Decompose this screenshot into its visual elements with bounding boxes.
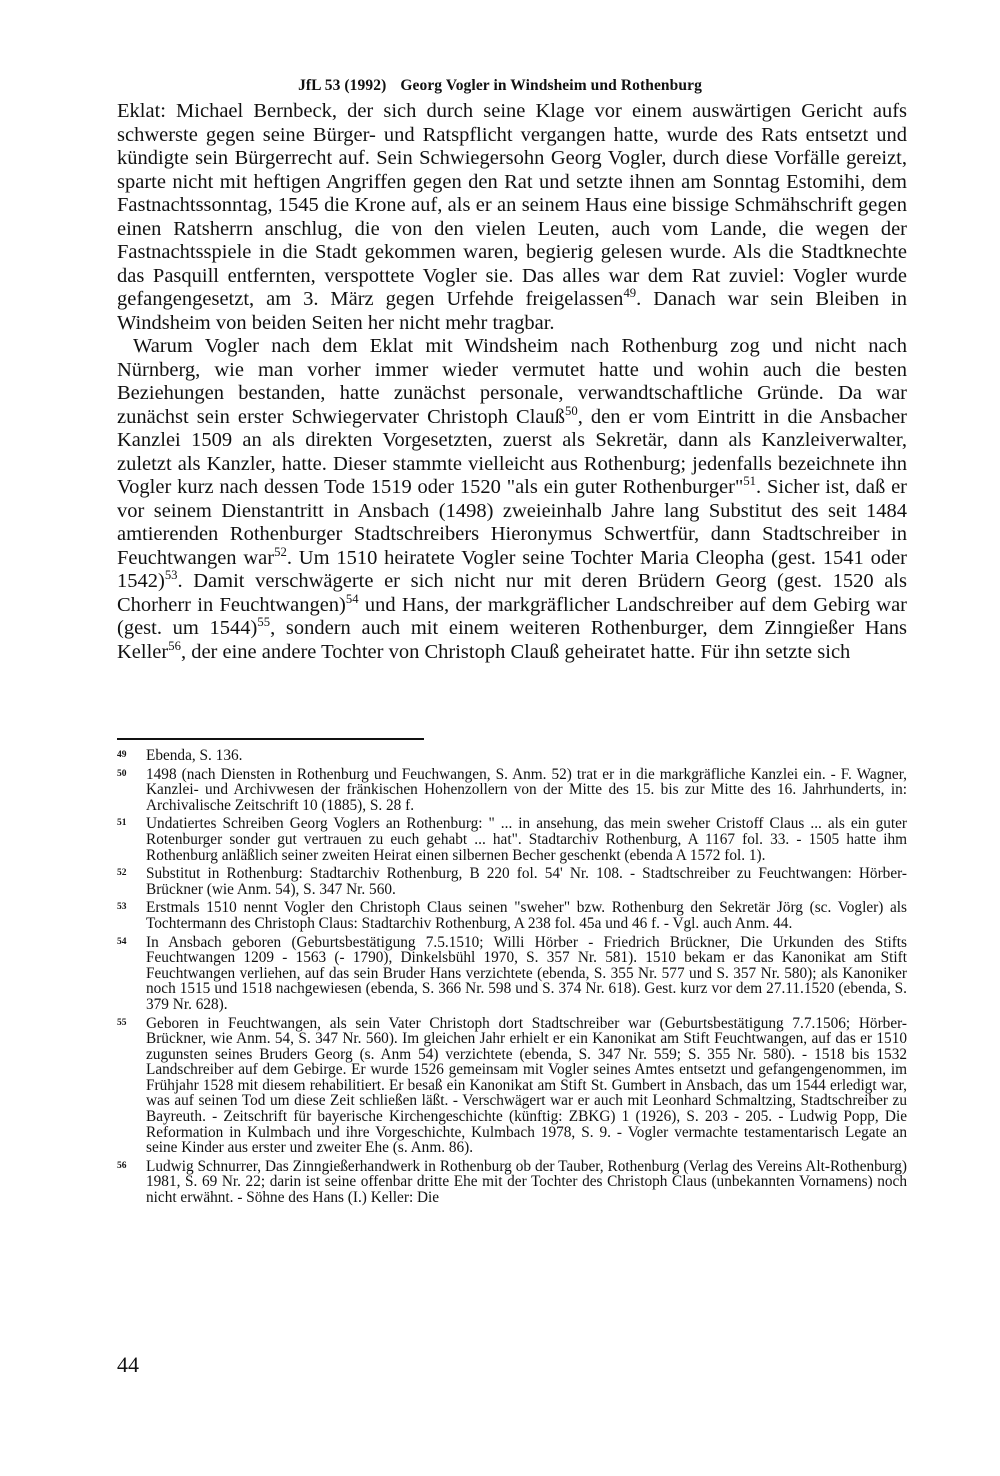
footnote-text: Ebenda, S. 136. [146, 747, 243, 764]
footnote [117, 767, 907, 814]
footnote-ref: 56 [168, 638, 181, 653]
footnote-text: 1498 (nach Diensten in Rothenburg und Feuchwangen, S. Anm. 52) trat er in die markgräfliche Kanzlei ein. - F. Wagner, Kanzlei- und Archivwesen der fränkischen Hohenzollern von der Mitte des 15. bis zur Mitte des 16. Jahrhunderts, in: Archivalische Zeitschrift 10 (1885), S. 28 f. [146, 765, 907, 814]
footnotes [117, 748, 907, 1209]
footnote [117, 1159, 907, 1206]
footnote-ref: 51 [743, 474, 757, 489]
footnote-ref: 50 [565, 403, 578, 418]
footnote [117, 748, 907, 764]
footnote [117, 816, 907, 863]
footnote [117, 866, 907, 897]
footnote-number: 51 [117, 818, 127, 829]
footnote-number: 49 [117, 750, 127, 760]
footnote [117, 935, 907, 1013]
footnote-text: Erstmals 1510 nennt Vogler den Christoph Claus seinen "sweher" bzw. Rothenburg den Sekretär Jörg (sc. Vogler) als Tochtermann des Christoph Claus: Stadtarchiv Rothenburg, A 238 fol. 45a und 46 f. - Vgl. auch Anm. 44. [146, 899, 907, 932]
footnote-text: Undatiertes Schreiben Georg Voglers an Rothenburg: " ... in ansehung, das mein sweher Cristoff Claus ... als ein guter Rotenburger sonder gut vertrauen zu euch gehabt ... hat". Stadtarchiv Rothenburg, A 1167 fol. 33. - 1505 hatte ihm Rothenburg anläßlich seiner zweiten Heirat einen silbernen Becher geschenkt (ebenda A 1572 fol. 1). [146, 815, 907, 864]
text-segment: , den er vom Eintritt in die Ansbacher Kanzlei 1509 an als direkten Vorgesetzten, zuerst als Sekretär, dann als Kanzleiverwalter, zuletzt als Kanzler, hatte. Dieser stammte vielleicht aus Rothenburg; jedenfalls bezeichnete ihn Vogler kurz nach dessen Tode 1519 oder 1520 "als ein guter Rothenburger" [117, 405, 907, 498]
article-title: Georg Vogler in Windsheim und Rothenburg [400, 77, 702, 94]
footnote-ref: 53 [164, 568, 178, 583]
footnote-number: 50 [117, 768, 127, 779]
text-segment: Warum Vogler nach dem Eklat mit Windsheim nach Rothenburg zog und nicht nach Nürnberg, wie man vorher immer wieder vermutet hatte und wohin auch die besten Beziehungen bestanden, hatte zunächst personale, verwandtschaftliche Gründe. Da war zunächst sein erster Schwiegervater Christoph Clauß [117, 335, 907, 428]
main-text [117, 100, 907, 664]
footnote [117, 900, 907, 931]
paragraph-1 [117, 100, 907, 335]
footnote-separator [117, 738, 424, 740]
footnote-number: 55 [117, 1017, 127, 1028]
footnote-text: Geboren in Feuchtwangen, als sein Vater Christoph dort Stadtschreiber war (Geburtsbestätigung 7.7.1506; Hörber-Brückner, wie Anm. 54, S. 347 Nr. 560). Im gleichen Jahr erhielt er ein Kanonikat am Stift Feuchtwangen, auf das er 1510 zugunsten seines Bruders Georg (s. Anm 54) verzichtete (ebenda, S. 347 Nr. 559; S. 355 Nr. 580). - 1518 bis 1532 Landschreiber auf dem Gebirge. Er wurde 1526 gemeinsam mit Vogler seines Amtes entsetzt und gefangengenommen, im Frühjahr 1528 mit diesem rehabilitiert. Er besaß ein Kanonikat am Stift St. Gumbert in Ansbach, das um 1544 erledigt war, was auf seinen Tod um diese Zeit schließen läßt. - Verschwägert war er auch mit Leonhard Schmaltzing, Stadtschreiber zu Bayreuth. - Zeitschrift für bayerische Kirchengeschichte (künftig: ZBKG) 1 (1926), S. 203 - 205. - Ludwig Popp, Die Reformation in Kulmbach und ihre Vorgeschichte, Kulmbach 1978, S. 9. - Vogler vermachte testamentarisch Legate an seine Kinder aus erster und zweiter Ehe (s. Anm. 86). [146, 1014, 907, 1157]
footnote-number: 56 [117, 1160, 127, 1171]
text-segment: . Danach war sein Bleiben in Windsheim von beiden Seiten her nicht mehr tragbar. [117, 288, 907, 334]
footnote-ref: 55 [257, 615, 271, 630]
text-segment: . Damit verschwägerte er sich nicht nur mit deren Brüdern Georg (gest. 1520 als Chorherr in Feuchtwangen) [117, 570, 907, 616]
footnote-number: 52 [117, 868, 127, 879]
text-segment: . Sicher ist, daß er vor seinem Dienstantritt in Ansbach (1498) zweieinhalb Jahre lang Substitut des seit 1484 amtierenden Rothenburger Stadtschreibers Hieronymus Schwertfür, dann Stadtschreiber in Feuchtwangen war [117, 476, 907, 569]
text-segment: , sondern auch mit einem weiteren Rothenburger, dem Zinngießer Hans Keller [117, 617, 907, 663]
footnote-ref: 49 [623, 286, 637, 301]
footnote-ref: 54 [345, 591, 359, 606]
text-segment: und Hans, der markgräflicher Landschreiber auf dem Gebirg war (gest. um 1544) [117, 593, 907, 639]
paragraph-2 [117, 335, 907, 664]
running-head [0, 77, 1000, 95]
footnote-text: Substitut in Rothenburg: Stadtarchiv Rothenburg, B 220 fol. 54' Nr. 108. - Stadtschreiber zu Feuchtwangen: Hörber-Brückner (wie Anm. 54), S. 347 Nr. 560. [146, 865, 907, 898]
journal-reference: JfL 53 (1992) [298, 77, 387, 94]
text-segment: Eklat: Michael Bernbeck, der sich durch seine Klage vor einem auswärtigen Gericht aufs schwerste gegen seine Bürger- und Ratspflicht vergangen hatte, wurde des Rats entsetzt und kündigte sein Bürgerrecht auf. Sein Schwiegersohn Georg Vogler, durch diese Vorfälle gereizt, sparte nicht mit heftigen Angriffen gegen den Rat und setzte ihnen am Sonntag Estomihi, dem Fastnachtssonntag, 1545 die Krone auf, als er an seinem Haus eine bissige Schmähschrift gegen einen Ratsherrn anschlug, die von den vielen Leuten, auch vom Lande, die wegen der Fastnachtsspiele in die Stadt gekommen waren, begierig gelesen wurde. Als die Stadtknechte das Pasquill entfernten, verspottete Vogler sie. Das alles war dem Rat zuviel: Vogler wurde gefangengesetzt, am 3. März gegen Urfehde freigelassen [117, 100, 907, 310]
footnote-ref: 52 [274, 544, 287, 559]
footnote-number: 54 [117, 936, 127, 947]
footnote-text: In Ansbach geboren (Geburtsbestätigung 7.5.1510; Willi Hörber - Friedrich Brückner, Die Urkunden des Stifts Feuchtwangen 1209 - 1563 (- 1790), Dinkelsbühl 1970, S. 357 Nr. 581). 1510 bekam er das Kanonikat am Stift Feuchtwangen verliehen, auf das sein Bruder Hans verzichtete (ebenda, S. 355 Nr. 577 und S. 357 Nr. 580); als Kanoniker noch 1515 und 1518 nachgewiesen (ebenda, S. 366 Nr. 598 und S. 374 Nr. 618). Gest. kurz vor dem 27.11.1520 (ebenda, S. 379 Nr. 628). [146, 933, 907, 1013]
footnote-text: Ludwig Schnurrer, Das Zinngießerhandwerk in Rothenburg ob der Tauber, Rothenburg (Verlag des Vereins Alt-Rothenburg) 1981, S. 69 Nr. 22; darin ist seine offenbar dritte Ehe mit der Tochter des Christoph Claus (unbekannten Vornamens) noch nicht erwähnt. - Söhne des Hans (I.) Keller: Die [146, 1157, 907, 1207]
footnote-number: 53 [117, 902, 127, 913]
footnote [117, 1016, 907, 1156]
text-segment: , der eine andere Tochter von Christoph Clauß geheiratet hatte. Für ihn setzte sich [180, 640, 851, 663]
text-segment: . Um 1510 heiratete Vogler seine Tochter Maria Cleopha (gest. 1541 oder 1542) [117, 546, 907, 592]
page-number: 44 [117, 1352, 139, 1377]
